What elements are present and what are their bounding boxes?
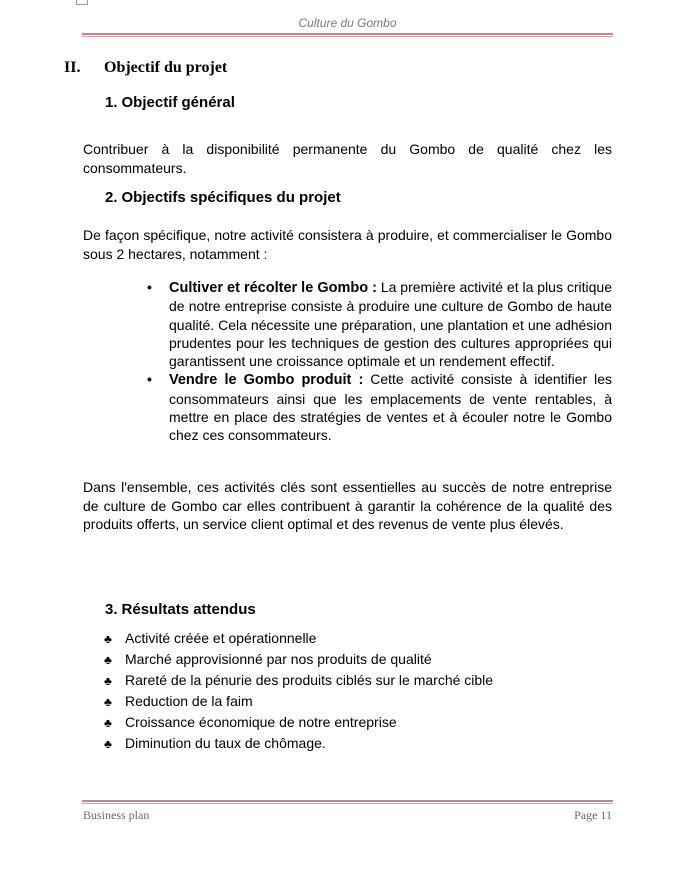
club-bullet-icon: ♣ [104,737,112,751]
header-rule [82,33,613,37]
item-text: La première activité et la plus critique de notre entreprise consiste à produire une culture de Gombo de haute qualité. Cela nécessite une préparation, une plantation et une adhésion prudentes pour les techniques de gestion des cultures appropriées qui garantissent une croissance optimale et un rendement effectif. [169,279,613,370]
heading-title: Objectifs spécifiques du projet [121,189,341,206]
club-bullet-icon: ♣ [104,674,112,688]
club-bullet-icon: ♣ [104,695,112,709]
general-objective-text: Contribuer à la disponibilité permanente du Gombo de qualité chez les consommateurs. [83,141,612,176]
bullet-dot: • [147,371,152,388]
list-item [104,671,493,692]
page-header-title: Culture du Gombo [298,16,397,30]
heading-number: 3. [105,601,118,618]
results-heading [105,601,256,618]
item-title: Vendre le Gombo produit : [169,372,364,389]
section-title: Objectif du projet [104,59,228,76]
list-item [104,692,493,713]
footer-rule [82,800,613,804]
heading-number: 1. [105,94,118,111]
item-text: Cette activité consiste à identifier les consommateurs ainsi que les emplacements de vente rentables, à mettre en place des stratégies de ventes et à écouler notre le Gombo chez ces consommateurs. [169,371,612,444]
list-item [104,713,493,734]
club-bullet-icon: ♣ [104,716,112,730]
heading-title: Résultats attendus [121,601,256,618]
footer-page-number: Page 11 [574,808,612,822]
club-bullet-icon: ♣ [104,653,112,667]
conclusion-text: Dans l'ensemble, ces activités clés sont essentielles au succès de notre entreprise de culture de Gombo car elles contribuent à garantir la cohérence de la qualité des produits offerts, un service client optimal et des revenus de vente plus élevés. [83,479,612,532]
list-item [104,629,493,650]
item-title: Cultiver et récolter le Gombo : [169,280,377,296]
general-objective-heading [105,94,235,111]
result-text: Reduction de la faim [125,693,253,709]
heading-number: 2. [105,189,118,206]
specific-objectives-heading [105,189,341,206]
list-item [145,370,612,444]
activities-list [145,278,612,445]
result-text: Marché approvisionné par nos produits de qualité [125,651,432,667]
result-text: Croissance économique de notre entreprise [125,714,397,730]
footer-document-name: Business plan [83,808,150,822]
results-list [104,629,493,755]
list-item [104,650,493,671]
bullet-dot: • [147,279,152,295]
section-number: II. [64,59,81,76]
heading-title: Objectif général [121,94,235,111]
result-text: Activité créée et opérationnelle [125,630,317,646]
list-item [104,734,493,755]
list-item [145,278,612,370]
specific-intro-text: De façon spécifique, notre activité consistera à produire, et commercialiser le Gombo sous 2 hectares, notamment : [83,227,612,262]
section-heading [64,59,227,77]
page-corner-mark [76,0,88,5]
result-text: Diminution du taux de chômage. [125,735,326,751]
result-text: Rareté de la pénurie des produits ciblés sur le marché cible [125,672,494,688]
club-bullet-icon: ♣ [104,632,112,646]
